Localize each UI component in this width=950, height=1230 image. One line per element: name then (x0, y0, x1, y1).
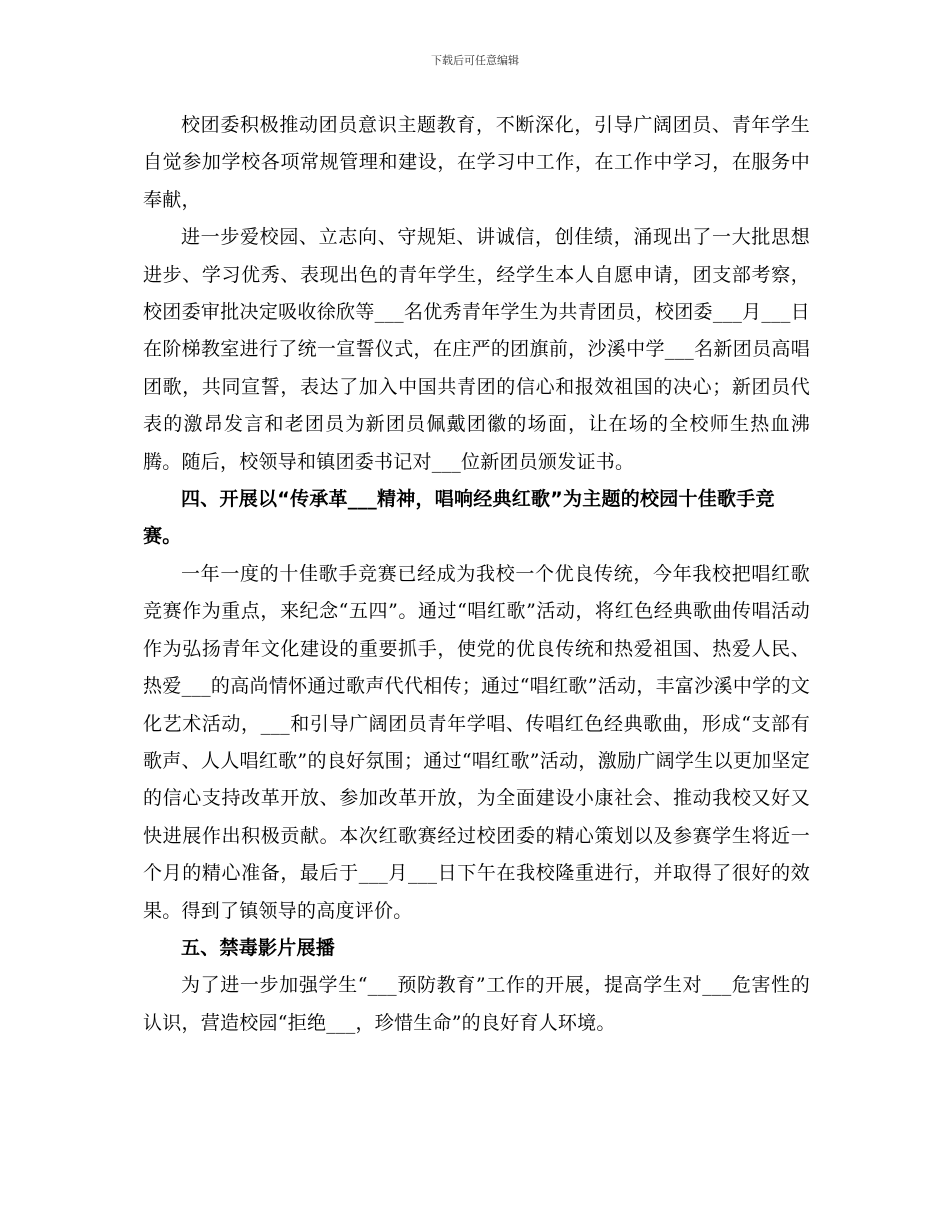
paragraph-drug-prevention: 为了进一步加强学生“___预防教育”工作的开展，提高学生对___危害性的认识，营造校园“拒绝___，珍惜生命”的良好育人环境。 (143, 974, 810, 1034)
paragraph-theme-education: 校团委积极推动团员意识主题教育，不断深化，引导广阔团员、青年学生自觉参加学校各项常规管理和建设，在学习中工作，在工作中学习，在服务中奉献， (143, 114, 810, 211)
section-heading-four: 四、开展以“传承革___精神，唱响经典红歌”为主题的校园十佳歌手竞赛。 (143, 488, 775, 548)
page-header-note: 下载后可任意编辑 (431, 54, 519, 67)
section-heading-five: 五、禁毒影片展播 (181, 936, 336, 959)
paragraph-new-members: 进一步爱校园、立志向、守规矩、讲诚信，创佳绩，涌现出了一大批思想进步、学习优秀、表现出色的青年学生，经学生本人自愿申请，团支部考察，校团委审批决定吸收徐欣等___名优秀青年学生为共青团员，校团委___月___日在阶梯教室进行了统一宣誓仪式，在庄严的团旗前，沙溪中学___名新团员高唱团歌，共同宣誓，表达了加入中国共青团的信心和报效祖国的决心；新团员代表的激昂发言和老团员为新团员佩戴团徽的场面，让在场的全校师生热血沸腾。随后，校领导和镇团委书记对___位新团员颁发证书。 (143, 226, 810, 473)
paragraph-singing-contest: 一年一度的十佳歌手竞赛已经成为我校一个优良传统，今年我校把唱红歌竞赛作为重点，来纪念“五四”。通过“唱红歌”活动，将红色经典歌曲传唱活动作为弘扬青年文化建设的重要抓手，使党的优良传统和热爱祖国、热爱人民、热爱___的高尚情怀通过歌声代代相传；通过“唱红歌”活动，丰富沙溪中学的文化艺术活动，___和引导广阔团员青年学唱、传唱红色经典歌曲，形成“支部有歌声、人人唱红歌”的良好氛围；通过“唱红歌”活动，激励广阔学生以更加坚定的信心支持改革开放、参加改革开放，为全面建设小康社会、推动我校又好又快进展作出积极贡献。本次红歌赛经过校团委的精心策划以及参赛学生将近一个月的精心准备，最后于___月___日下午在我校隆重进行，并取得了很好的效果。得到了镇领导的高度评价。 (143, 562, 810, 922)
document-body (143, 107, 810, 1042)
